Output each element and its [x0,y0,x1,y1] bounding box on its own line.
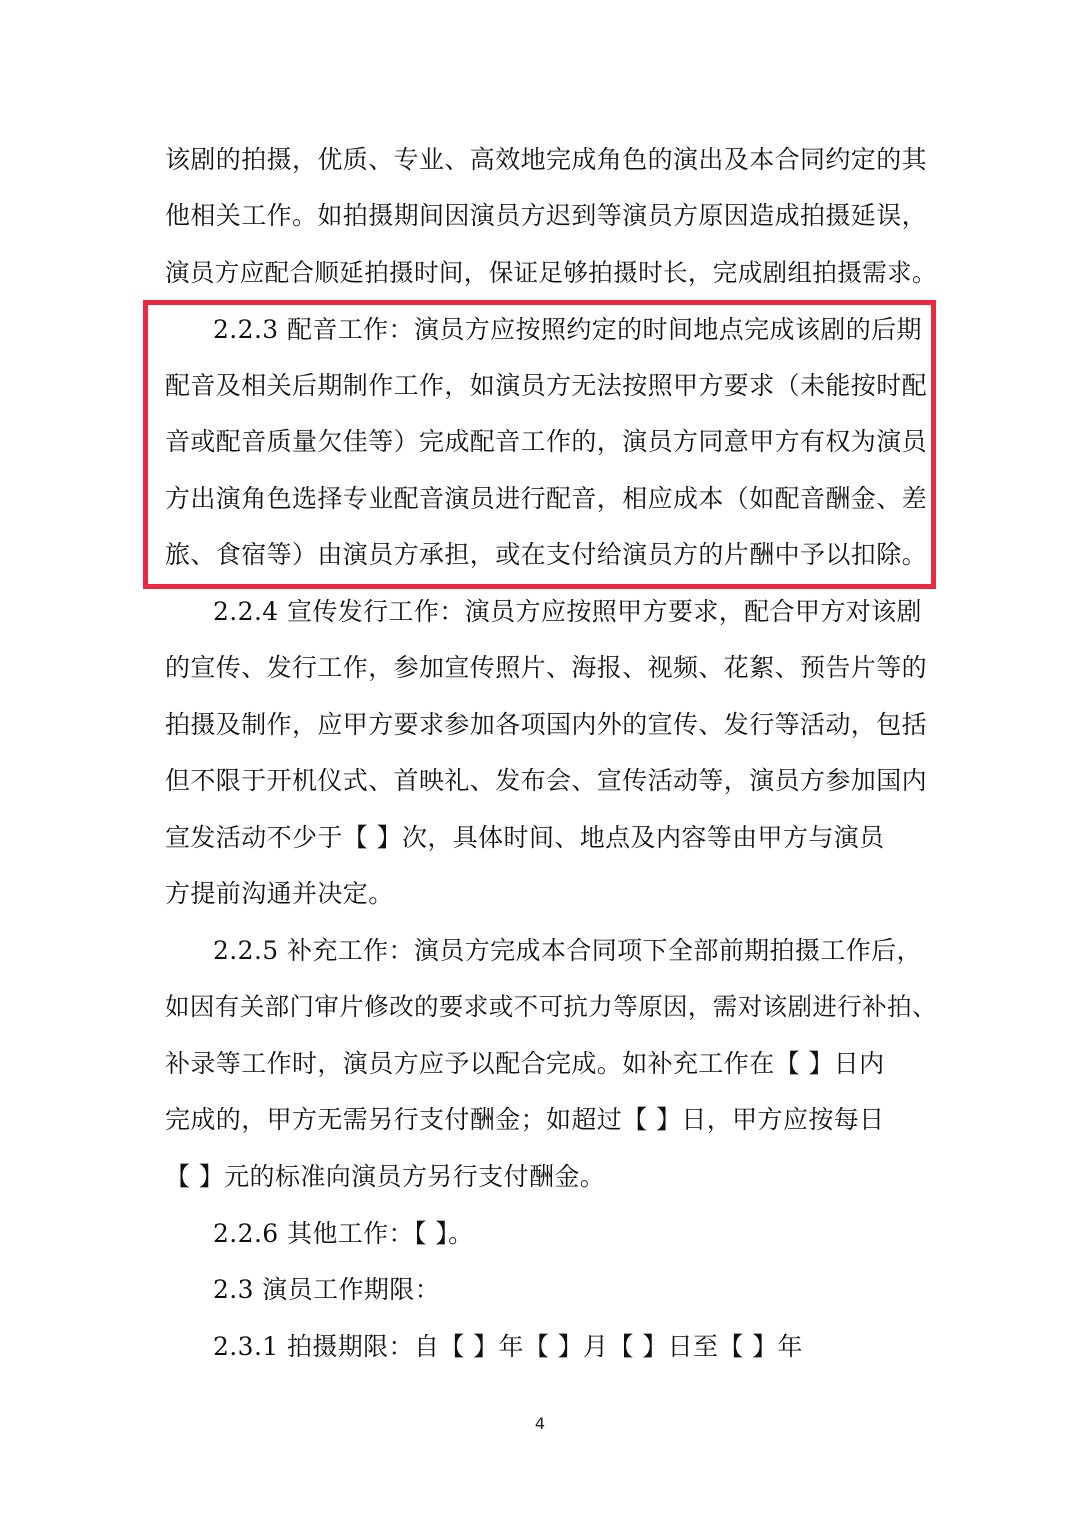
paragraph-line: 拍摄及制作，应甲方要求参加各项国内外的宣传、发行等活动，包括 [165,710,928,739]
section-2-3-1-line: 2.3.1 拍摄期限：自【 】年【 】月【 】日至【 】年 [213,1332,803,1361]
page-number: 4 [534,1414,546,1433]
paragraph-line: 补录等工作时，演员方应予以配合完成。如补充工作在【 】日内 [165,1049,885,1078]
paragraph-line: 演员方应配合顺延拍摄时间，保证足够拍摄时长，完成剧组拍摄需求。 [165,258,937,287]
paragraph-line: 配音及相关后期制作工作，如演员方无法按照甲方要求（未能按时配 [165,371,928,400]
section-2-3-heading: 2.3 演员工作期限： [213,1275,441,1304]
paragraph-line: 音或配音质量欠佳等）完成配音工作的，演员方同意甲方有权为演员 [165,427,928,456]
section-2-2-6-line: 2.2.6 其他工作：【 】。 [213,1219,474,1248]
paragraph-line: 方提前沟通并决定。 [165,879,394,908]
paragraph-line: 方出演角色选择专业配音演员进行配音，相应成本（如配音酬金、差 [165,484,928,513]
section-2-2-3-heading-line: 2.2.3 配音工作：演员方应按照约定的时间地点完成该剧的后期 [213,315,922,344]
paragraph-line: 但不限于开机仪式、首映礼、发布会、宣传活动等，演员方参加国内 [165,766,928,795]
paragraph-line: 完成的，甲方无需另行支付酬金；如超过【 】日，甲方应按每日 [165,1105,885,1134]
paragraph-line: 的宣传、发行工作，参加宣传照片、海报、视频、花絮、预告片等的 [165,653,928,682]
section-2-2-5-heading-line: 2.2.5 补充工作：演员方完成本合同项下全部前期拍摄工作后， [213,936,922,965]
paragraph-line: 该剧的拍摄，优质、专业、高效地完成角色的演出及本合同约定的其 [165,145,928,174]
paragraph-line: 旅、食宿等）由演员方承担，或在支付给演员方的片酬中予以扣除。 [165,540,928,569]
paragraph-line: 他相关工作。如拍摄期间因演员方迟到等演员方原因造成拍摄延误， [165,201,928,230]
paragraph-line: 【 】元的标准向演员方另行支付酬金。 [165,1162,606,1191]
section-2-2-4-heading-line: 2.2.4 宣传发行工作：演员方应按照甲方要求，配合甲方对该剧 [213,597,922,626]
paragraph-line: 如因有关部门审片修改的要求或不可抗力等原因，需对该剧进行补拍、 [165,992,937,1021]
paragraph-line: 宣发活动不少于【 】次，具体时间、地点及内容等由甲方与演员 [165,823,885,852]
